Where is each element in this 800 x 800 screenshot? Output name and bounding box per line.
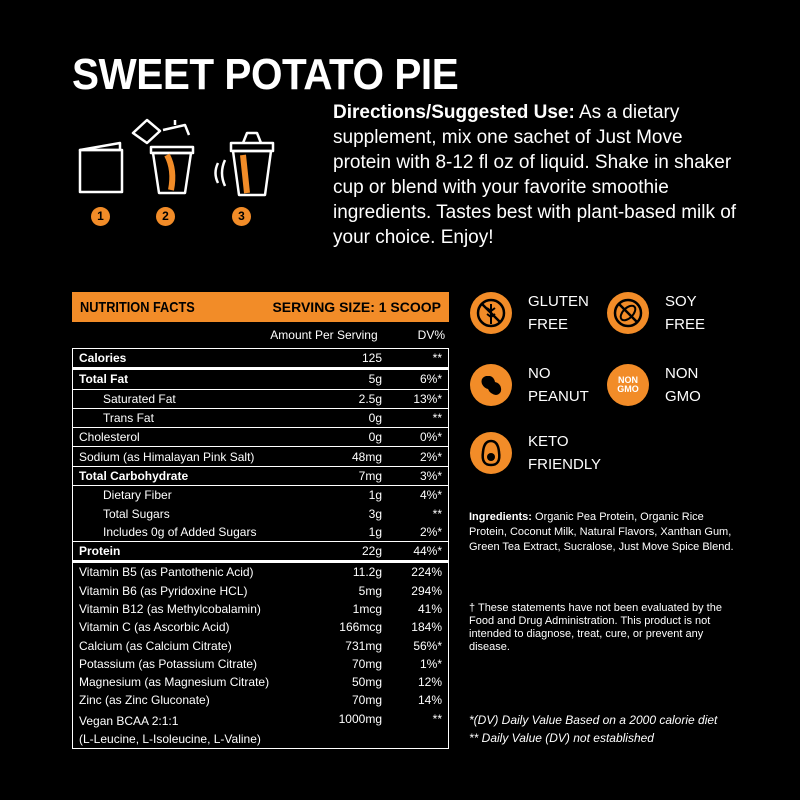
amount-per-serving-header: Amount Per Serving: [270, 328, 378, 342]
mixing-steps-icon: [75, 115, 275, 205]
nutrition-title: NUTRITION FACTS: [80, 298, 195, 316]
table-row: Total Sugars 3g **: [103, 506, 442, 521]
table-row: Includes 0g of Added Sugars 1g 2%*: [73, 523, 448, 542]
nutrition-header: [72, 292, 449, 322]
directions-text: [333, 100, 743, 250]
soy-free-badge: SOY FREE: [607, 290, 705, 336]
table-row: Trans Fat 0g **: [73, 409, 448, 428]
table-row: Vegan BCAA 2:1:1 (L-Leucine, L-Isoleucine, L-Valine) 1000mg **: [79, 711, 442, 746]
table-row: Zinc (as Zinc Gluconate) 70mg 14%: [79, 693, 442, 708]
table-row: Potassium (as Potassium Citrate) 70mg 1%*: [79, 656, 442, 671]
step-1-badge: 1: [91, 207, 110, 226]
table-row: Calcium (as Calcium Citrate) 731mg 56%*: [79, 638, 442, 653]
table-row: Total Fat 5g 6%*: [73, 370, 448, 389]
directions-steps: [75, 115, 275, 230]
table-row: Vitamin B6 (as Pyridoxine HCL) 5mg 294%: [79, 583, 442, 598]
table-row: Cholesterol 0g 0%*: [73, 428, 448, 447]
table-row: Vitamin B5 (as Pantothenic Acid) 11.2g 224%: [79, 565, 442, 580]
dv-header: DV%: [417, 328, 445, 342]
directions-heading: Directions/Suggested Use:: [333, 102, 575, 123]
table-row: Sodium (as Himalayan Pink Salt) 48mg 2%*: [73, 447, 448, 466]
soy-free-icon: [607, 292, 649, 334]
gluten-free-badge: GLUTEN FREE: [470, 290, 589, 336]
avocado-icon: [470, 432, 512, 474]
ingredients-list: Organic Pea Protein, Organic Rice Protein, Coconut Milk, Natural Flavors, Xanthan Gum, Green Tea Extract, Sucralose, Just Move Spice Blend.: [469, 511, 734, 553]
ingredients-text: [469, 510, 744, 555]
table-row: Saturated Fat 2.5g 13%*: [73, 390, 448, 409]
table-row: Protein 22g 44%*: [73, 542, 448, 563]
table-row: Calories 125 **: [73, 349, 448, 370]
directions-body: As a dietary supplement, mix one sachet of Just Move protein with 8-12 fl oz of liquid. Shake in shaker cup or blend with your favorite smoothie ingredients. Tastes best with plant-based milk of your choice. Enjoy!: [333, 102, 737, 248]
dv-footnotes: [469, 711, 717, 747]
table-row: Vitamin B12 (as Methylcobalamin) 1mcg 41%: [79, 602, 442, 616]
nutrition-facts-panel: [72, 292, 449, 749]
footnote-not-established: ** Daily Value (DV) not established: [469, 731, 654, 745]
gluten-free-icon: [470, 292, 512, 334]
peanut-icon: [470, 364, 512, 406]
serving-size: SERVING SIZE: 1 SCOOP: [272, 299, 441, 315]
table-row: Dietary Fiber 1g 4%*: [103, 488, 442, 503]
ingredients-label: Ingredients:: [469, 511, 532, 523]
no-peanut-badge: NO PEANUT: [470, 362, 589, 408]
footnote-dv: *(DV) Daily Value Based on a 2000 calorie diet: [469, 713, 718, 727]
step-3-badge: 3: [232, 207, 251, 226]
non-gmo-icon: NON GMO: [607, 364, 649, 406]
table-row: Total Carbohydrate 7mg 3%*: [73, 467, 448, 486]
keto-friendly-badge: KETO FRIENDLY: [470, 430, 601, 476]
step-2-badge: 2: [156, 207, 175, 226]
fda-disclaimer: † These statements have not been evaluated by the Food and Drug Administration. This product is not intended to diagnose, treat, cure, or prevent any disease.: [469, 602, 722, 653]
nutrition-table: [72, 348, 449, 749]
table-row: Vitamin C (as Ascorbic Acid) 166mcg 184%: [79, 620, 442, 635]
table-row: Magnesium (as Magnesium Citrate) 50mg 12%: [79, 675, 442, 690]
product-title: SWEET POTATO PIE: [72, 50, 459, 99]
non-gmo-badge: NON GMO NON GMO: [607, 362, 701, 408]
nutrition-column-headers: [72, 322, 449, 348]
